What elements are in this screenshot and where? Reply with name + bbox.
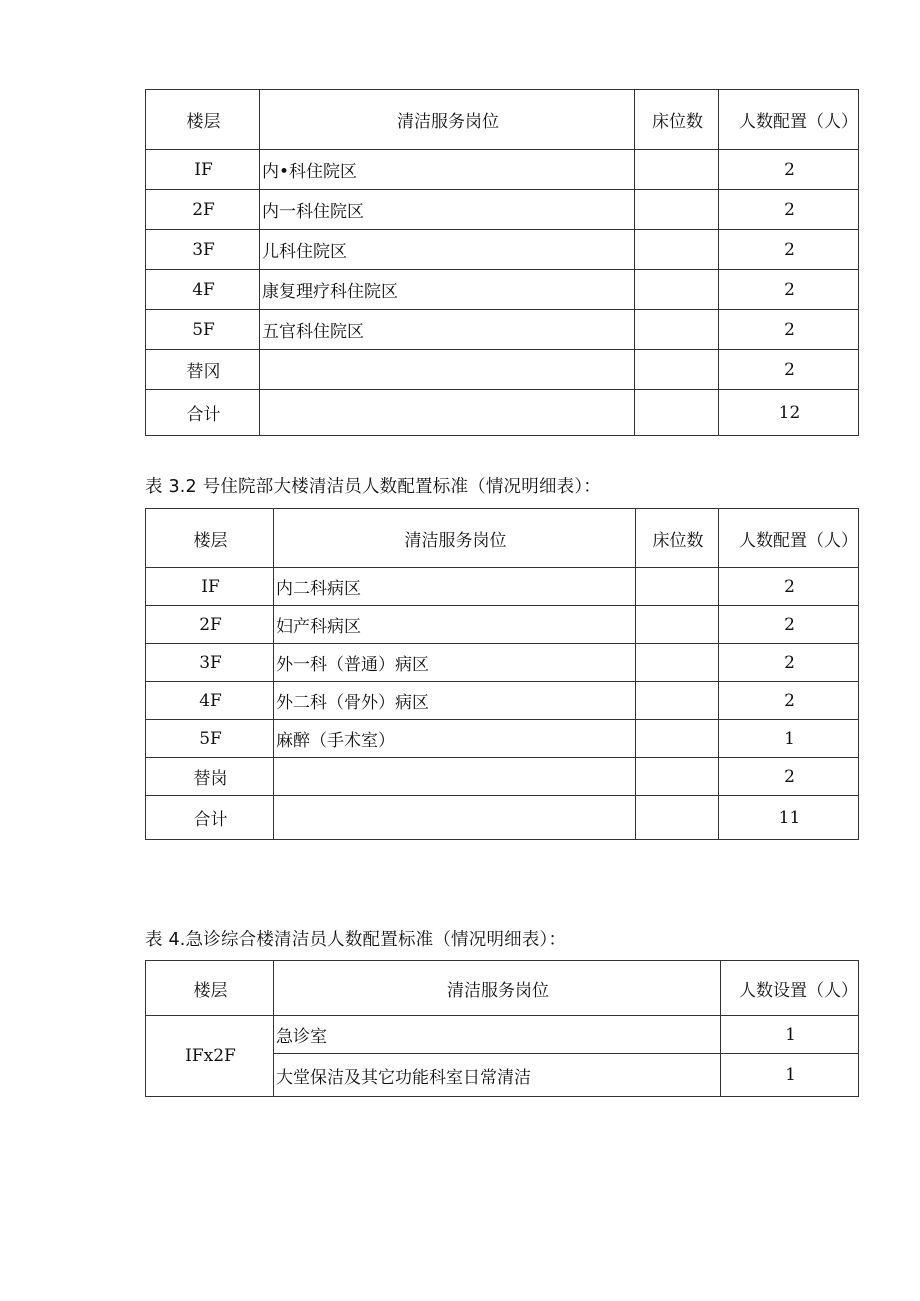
cell-floor: IF xyxy=(146,568,274,606)
cell-beds xyxy=(635,190,719,230)
cell-floor: IF xyxy=(146,150,260,190)
header-staff: 人数配置（人） xyxy=(719,509,859,568)
cell-beds xyxy=(636,606,719,644)
cell-staff: 1 xyxy=(719,720,859,758)
cell-staff: 2 xyxy=(719,230,859,270)
cell-beds xyxy=(635,390,719,436)
cell-beds xyxy=(636,720,719,758)
table-row-total xyxy=(146,796,859,840)
table-2-caption: 表 3.2 号住院部大楼清洁员人数配置标准（情况明细表）： xyxy=(145,477,602,497)
cell-floor: 合计 xyxy=(146,390,260,436)
cell-staff: 2 xyxy=(719,270,859,310)
cell-post: 外一科（普通）病区 xyxy=(274,644,636,682)
cell-beds xyxy=(635,310,719,350)
table-row xyxy=(146,644,859,682)
cell-staff: 1 xyxy=(721,1054,859,1097)
cell-floor: 替冈 xyxy=(146,350,260,390)
table-row-total xyxy=(146,390,859,436)
header-staff: 人数配置（人） xyxy=(719,90,859,150)
table-header-row xyxy=(146,509,859,568)
cell-post: 内二科病区 xyxy=(274,568,636,606)
cell-beds xyxy=(635,230,719,270)
cell-beds xyxy=(636,682,719,720)
header-post: 清洁服务岗位 xyxy=(260,90,635,150)
table-row xyxy=(146,682,859,720)
cell-staff: 2 xyxy=(719,350,859,390)
cell-post: 妇产科病区 xyxy=(274,606,636,644)
cell-staff: 2 xyxy=(719,568,859,606)
table-row xyxy=(146,758,859,796)
cell-post: 康复理疗科住院区 xyxy=(260,270,635,310)
cell-post: 大堂保洁及其它功能科室日常清洁 xyxy=(274,1054,721,1097)
table-row xyxy=(146,568,859,606)
cell-post xyxy=(274,796,636,840)
cell-staff: 11 xyxy=(719,796,859,840)
cell-staff: 2 xyxy=(719,190,859,230)
cell-beds xyxy=(635,270,719,310)
table-row xyxy=(146,310,859,350)
cell-floor: 3F xyxy=(146,230,260,270)
header-post: 清洁服务岗位 xyxy=(274,509,636,568)
cell-staff: 2 xyxy=(719,606,859,644)
table-row xyxy=(146,720,859,758)
table-row xyxy=(146,350,859,390)
cell-post: 五官科住院区 xyxy=(260,310,635,350)
cell-floor: 合计 xyxy=(146,796,274,840)
table-header-row xyxy=(146,90,859,150)
table-3 xyxy=(145,960,859,1097)
cell-post: 麻醉（手术室） xyxy=(274,720,636,758)
cell-floor: 5F xyxy=(146,720,274,758)
cell-staff: 12 xyxy=(719,390,859,436)
cell-beds xyxy=(636,796,719,840)
cell-post: 内•科住院区 xyxy=(260,150,635,190)
header-beds: 床位数 xyxy=(635,90,719,150)
table-row xyxy=(146,606,859,644)
table-row xyxy=(146,270,859,310)
cell-beds xyxy=(635,150,719,190)
cell-beds xyxy=(636,644,719,682)
cell-beds xyxy=(636,568,719,606)
header-staff: 人数设置（人） xyxy=(721,961,859,1016)
cell-beds xyxy=(636,758,719,796)
table-1 xyxy=(145,89,859,436)
cell-floor: 2F xyxy=(146,606,274,644)
cell-post: 外二科（骨外）病区 xyxy=(274,682,636,720)
cell-post xyxy=(274,758,636,796)
table-2 xyxy=(145,508,859,840)
header-floor: 楼层 xyxy=(146,509,274,568)
table-row xyxy=(146,230,859,270)
cell-staff: 1 xyxy=(721,1016,859,1054)
cell-post: 内一科住院区 xyxy=(260,190,635,230)
cell-floor: 替岗 xyxy=(146,758,274,796)
cell-staff: 2 xyxy=(719,150,859,190)
table-3-caption: 表 4.急诊综合楼清洁员人数配置标准（情况明细表）： xyxy=(145,930,567,950)
table-row xyxy=(146,150,859,190)
table-row xyxy=(146,1016,859,1054)
cell-staff: 2 xyxy=(719,758,859,796)
header-post: 清洁服务岗位 xyxy=(274,961,721,1016)
table-row xyxy=(146,190,859,230)
cell-post: 儿科住院区 xyxy=(260,230,635,270)
cell-floor-merged: IFx2F xyxy=(146,1016,274,1097)
cell-post: 急诊室 xyxy=(274,1016,721,1054)
header-floor: 楼层 xyxy=(146,90,260,150)
header-beds: 床位数 xyxy=(636,509,719,568)
cell-post xyxy=(260,390,635,436)
cell-post xyxy=(260,350,635,390)
cell-floor: 2F xyxy=(146,190,260,230)
cell-floor: 4F xyxy=(146,270,260,310)
header-floor: 楼层 xyxy=(146,961,274,1016)
cell-floor: 3F xyxy=(146,644,274,682)
cell-floor: 5F xyxy=(146,310,260,350)
cell-staff: 2 xyxy=(719,310,859,350)
cell-floor: 4F xyxy=(146,682,274,720)
cell-beds xyxy=(635,350,719,390)
cell-staff: 2 xyxy=(719,682,859,720)
cell-staff: 2 xyxy=(719,644,859,682)
table-header-row xyxy=(146,961,859,1016)
